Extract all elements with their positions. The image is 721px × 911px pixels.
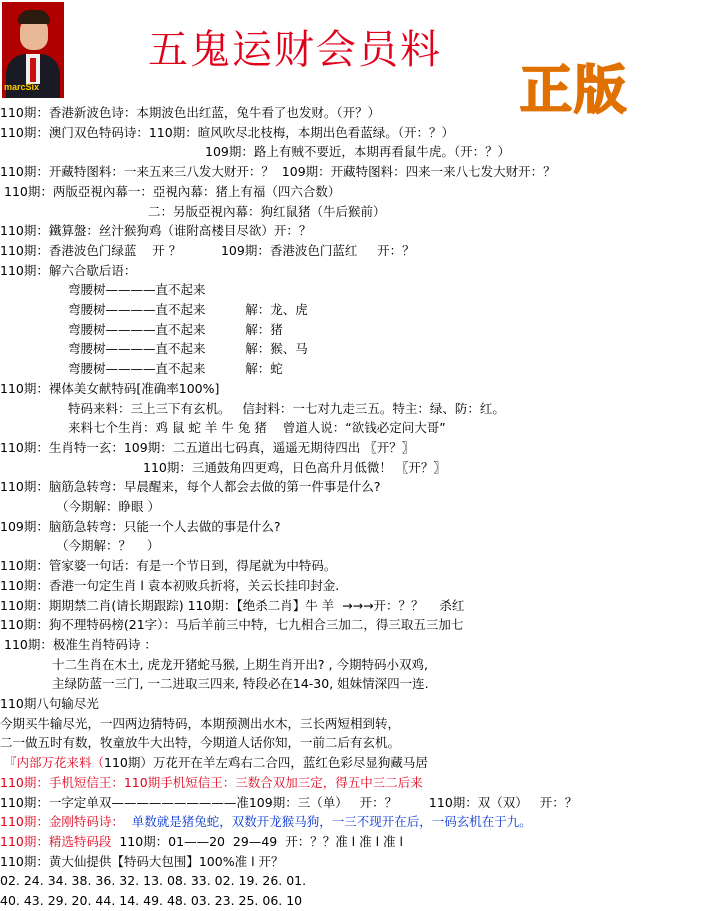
text-line: 110期八句输尽光 [0, 696, 99, 711]
text-line: 110期：生肖特一玄：109期：二五道出七码真，遥遥无期待四出 〖开？〗 [0, 439, 415, 455]
text-line: 109期：路上有贼不要近，本期再看鼠牛虎。（开：？） [205, 144, 511, 160]
text-line: 110期：手机短信王：110期手机短信王：三数合双加三定，得五中三二后来 [0, 774, 423, 790]
text-line: 今期买牛输尽光，一四两边猜特码，本期预测出水木，三长两短相到转， [0, 715, 401, 731]
text-line: 110期：极准生肖特码诗 ： [4, 636, 157, 652]
text-line: 40. 43. 29. 20. 44. 14. 49. 48. 03. 23. 25. 06. 10 [0, 893, 303, 908]
text-line: 110期：开藏特图料：一来五来三八发大财开：？ 109期：开藏特图料：四来一来八七发大财开：？ [0, 164, 556, 180]
text-line: 十二生肖在木土, 虎龙开猪蛇马猴, 上期生肖开出? , 今期特码小双鸡, [52, 656, 428, 672]
portrait-tie [30, 58, 36, 82]
text-line: 110期：脑筋急转弯：早晨醒来，每个人都会去做的第一件事是什么? [0, 479, 381, 495]
text-line: 110期：澳门双色特码诗：110期：暄风吹尽北枝梅，本期出色看蓝绿。（开：？） [0, 124, 454, 140]
text-line: 110期：两版亞視內幕一：亞視內幕：猪上有福（四六合数） [4, 183, 341, 199]
text-line: 109期：脑筋急转弯：只能一个人去做的事是什么? [0, 518, 281, 534]
text-line: 110期：管家婆一句话：有是一个节日到，得尾就为中特码。 [0, 558, 337, 574]
text-line: 110期：金刚特码诗： 单数就是猪兔蛇，双数开龙猴马狗，一三不现开在后，一码玄机在于九。 [0, 814, 532, 830]
text-line: 110期：期期禁二肖(请长期跟踪) 110期：【绝杀二肖】牛 羊 →→→开：？？ 杀红 [0, 597, 465, 613]
text-line: 110期：裸体美女献特码[准确率100%] [0, 380, 220, 396]
text-line: 110期：一字定单双——————————准109期：三（单） 开：？ 110期：双（双） 开：？ [0, 794, 578, 810]
page-title: 五鬼运财会员料 [148, 27, 442, 73]
text-line: 110期：黄大仙提供【特码大包围】100%准 l 开？ [0, 853, 284, 869]
text-line: （今期解：睁眼 ） [56, 499, 160, 514]
text-line: 110期：精选特码段 110期：01——20 29—49 开：？？准 l 准 l 准 l [0, 833, 403, 849]
text-line: 110期：香港波色门绿蓝 开 ？ 109期：香港波色门蓝红 开：？ [0, 242, 415, 258]
text-line: （今期解：？ ） [56, 538, 160, 554]
text-line: 『内部万花来料（110期）万花开在羊左鸡右二合四，蓝红色彩尽显狗藏马居 [4, 755, 428, 771]
authentic-stamp: 正版 [520, 61, 629, 121]
text-line: 特码来料：三上三下有玄机。 信封料：一七对九走三五。特主：绿、防：红。 [68, 400, 505, 416]
text-line: 弯腰树————直不起来 解：猪 [68, 321, 283, 337]
text-line: 来料七个生肖：鸡 鼠 蛇 羊 牛 兔 猪 曾道人说：“欲钱必定问大哥” [68, 420, 446, 436]
text-line: 110期：香港一句定生肖 l 袁本初败兵折将，关云长挂印封金. [0, 577, 340, 593]
text-line: 02. 24. 34. 38. 36. 32. 13. 08. 33. 02. 19. 26. 01. [0, 873, 307, 889]
text-line: 二一做五时有数，牧童放牛大出特，今期道人话你知，一前二后有玄机。 [0, 735, 401, 751]
portrait-photo [2, 2, 64, 98]
text-line: 110期：解六合歇后语： [0, 262, 137, 278]
text-line: 弯腰树————直不起来 [68, 282, 206, 298]
text-line: 二：另版亞視內幕：狗红鼠猪（牛后猴前） [148, 203, 386, 219]
portrait-hair [18, 10, 50, 24]
text-line: 110期：香港新波色诗：本期波色出红蓝，兔牛看了也发财。（开？） [0, 105, 381, 120]
text-line: 110期：三通鼓角四更鸡，日色高升月低微！ 〖开？〗 [143, 459, 446, 475]
text-line: 弯腰树————直不起来 解：蛇 [68, 361, 283, 377]
text-line: 弯腰树————直不起来 解：猴、马 [68, 341, 308, 357]
portrait-tag: marcSix [4, 82, 40, 92]
text-line: 110期：狗不理特码榜(21字）：马后羊前三中特，七九相合三加二，得三取五三加七 [0, 617, 464, 633]
text-line: 弯腰树————直不起来 解：龙、虎 [68, 302, 308, 317]
text-line: 主绿防蓝一三门, 一二进取三四来, 特段必在14-30, 姐妹情深四一连. [52, 676, 429, 692]
text-line: 110期：鐵算盤：丝汁猴狗鸡（谁附高楼目尽欲）开：？ [0, 223, 312, 239]
